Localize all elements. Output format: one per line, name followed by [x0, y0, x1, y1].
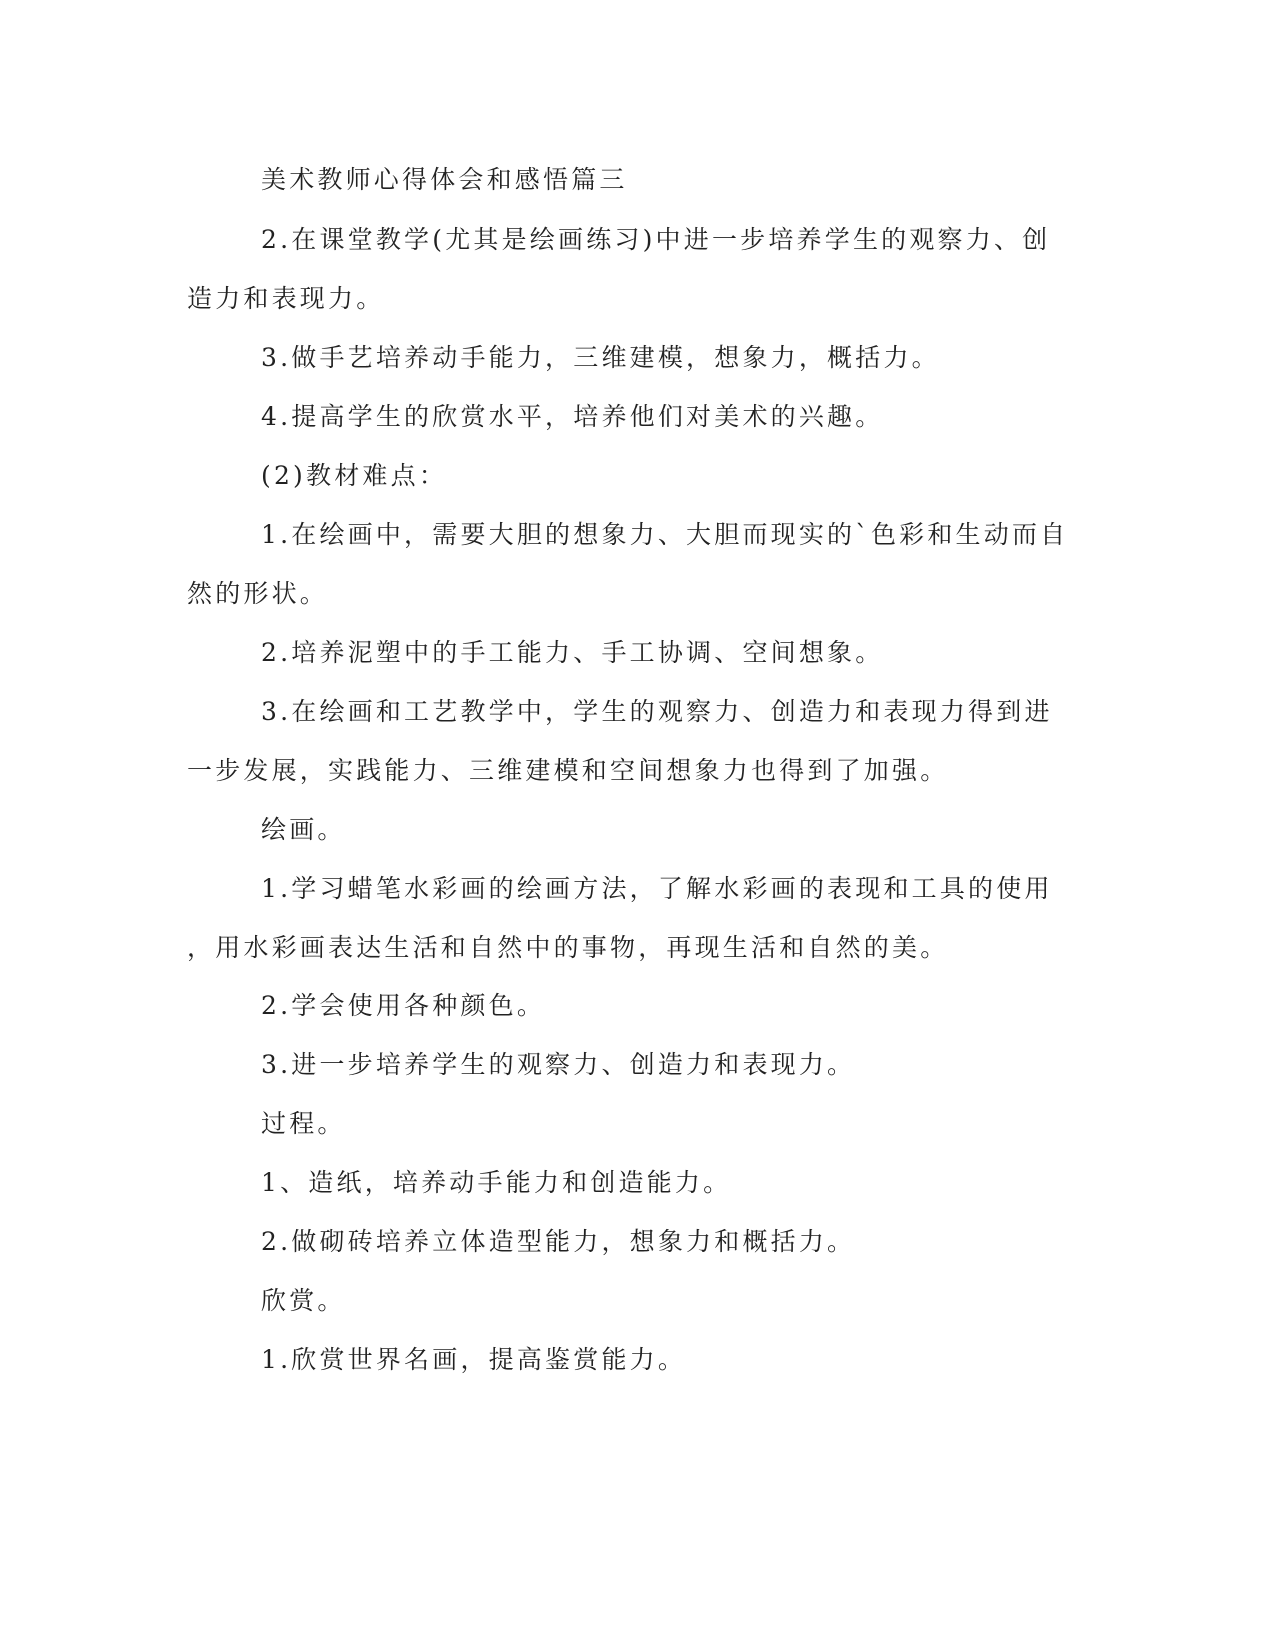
- section-heading: 过程。: [261, 1109, 346, 1138]
- paragraph-line: 一步发展，实践能力、三维建模和空间想象力也得到了加强。: [187, 756, 949, 785]
- paragraph-line: 1.欣赏世界名画，提高鉴赏能力。: [261, 1345, 687, 1374]
- paragraph-line: 2.在课堂教学(尤其是绘画练习)中进一步培养学生的观察力、创: [261, 225, 1051, 254]
- paragraph-line: 3.在绘画和工艺教学中，学生的观察力、创造力和表现力得到进: [261, 697, 1053, 726]
- paragraph-line: 造力和表现力。: [187, 284, 385, 313]
- paragraph-line: 1.学习蜡笔水彩画的绘画方法，了解水彩画的表现和工具的使用: [261, 874, 1053, 903]
- paragraph-line: 3.做手艺培养动手能力，三维建模，想象力，概括力。: [261, 343, 940, 372]
- section-heading: 绘画。: [261, 815, 346, 844]
- section-heading: (2)教材难点：: [261, 461, 448, 490]
- document-title: 美术教师心得体会和感悟篇三: [261, 165, 628, 194]
- paragraph-line: 2.培养泥塑中的手工能力、手工协调、空间想象。: [261, 638, 884, 667]
- paragraph-line: 3.进一步培养学生的观察力、创造力和表现力。: [261, 1050, 856, 1079]
- paragraph-line: 然的形状。: [187, 579, 329, 608]
- paragraph-line: 4.提高学生的欣赏水平，培养他们对美术的兴趣。: [261, 402, 884, 431]
- paragraph-line: 1、造纸，培养动手能力和创造能力。: [261, 1168, 732, 1197]
- paragraph-line: 2.学会使用各种颜色。: [261, 991, 546, 1020]
- paragraph-line: 1.在绘画中，需要大胆的想象力、大胆而现实的`色彩和生动而自: [261, 520, 1069, 549]
- paragraph-line: 2.做砌砖培养立体造型能力，想象力和概括力。: [261, 1227, 856, 1256]
- section-heading: 欣赏。: [261, 1286, 346, 1315]
- paragraph-line: ，用水彩画表达生活和自然中的事物，再现生活和自然的美。: [187, 933, 949, 962]
